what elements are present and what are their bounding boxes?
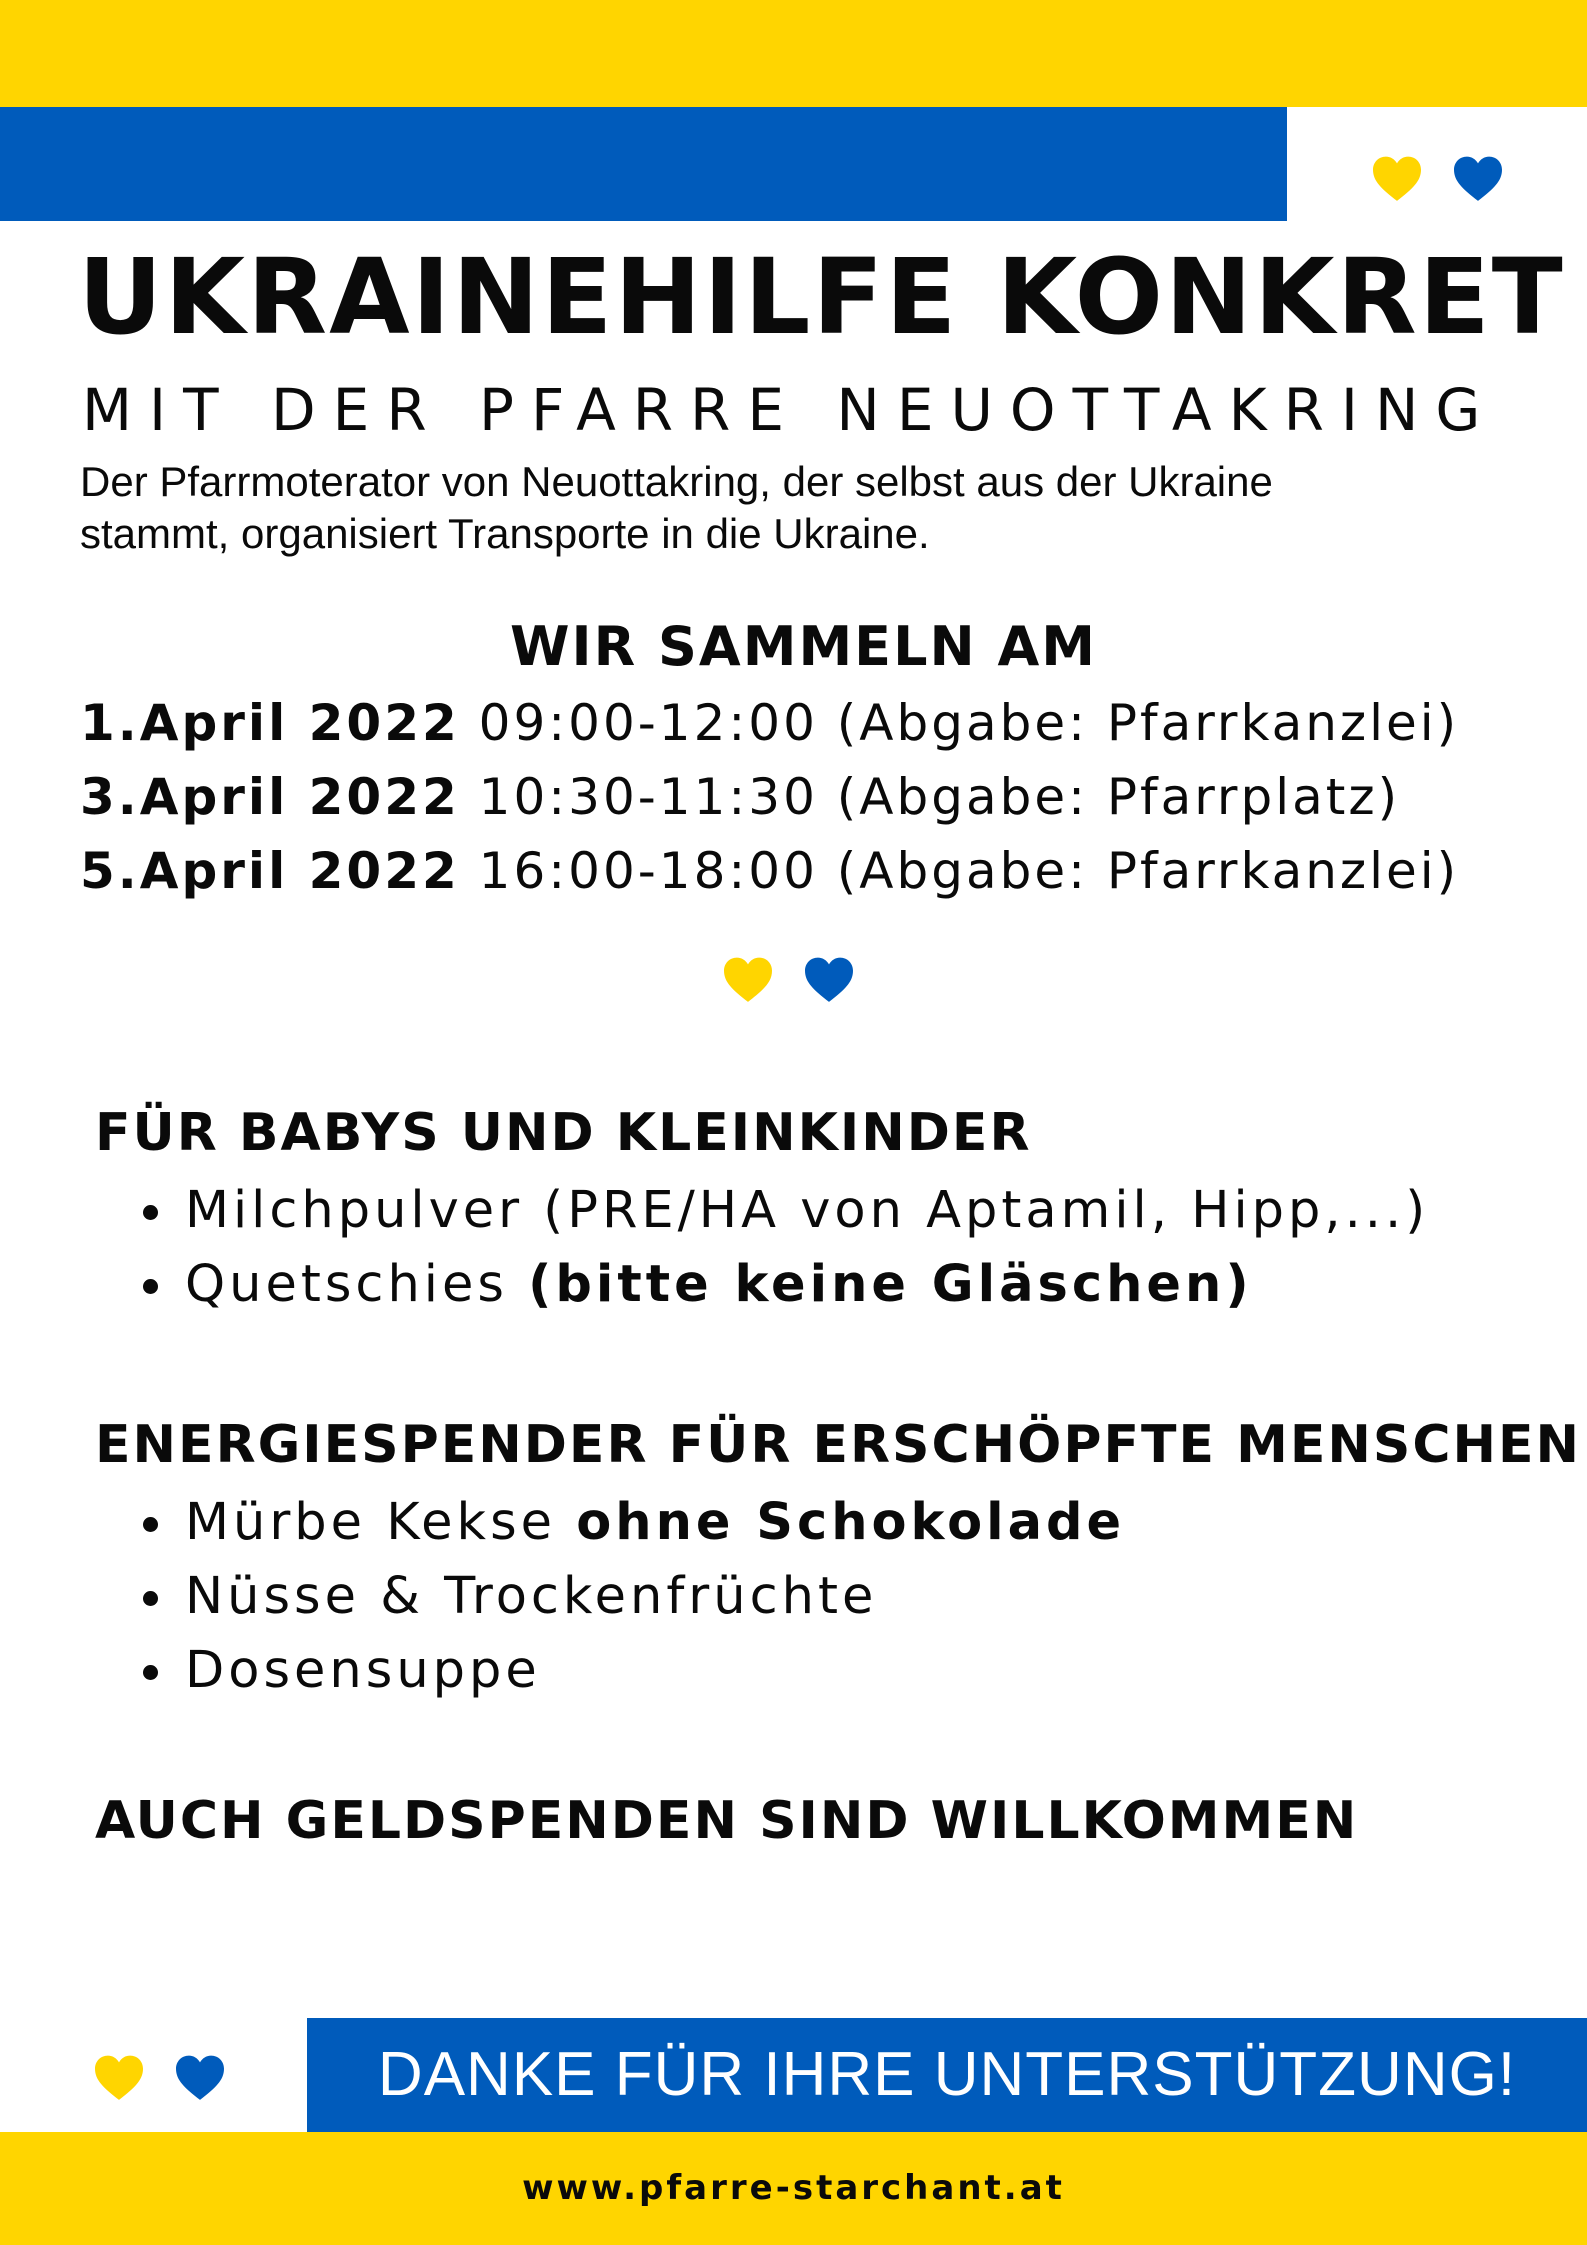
page-title: UKRAINEHILFE KONKRET	[78, 236, 1565, 358]
energy-list	[143, 1486, 1125, 1708]
babies-heading: FÜR BABYS UND KLEINKINDER	[95, 1103, 1032, 1163]
list-item	[143, 1248, 1429, 1322]
list-item-emphasis: (bitte keine Gläschen)	[528, 1255, 1253, 1314]
intro-line: stammt, organisiert Transporte in die Ukraine.	[80, 510, 930, 557]
list-item-text: Quetschies	[185, 1255, 529, 1314]
list-item	[143, 1174, 1429, 1248]
collection-date: 5.April 2022	[80, 842, 460, 900]
list-item-text: Mürbe Kekse	[185, 1493, 577, 1552]
intro-line: Der Pfarrmoterator von Neuottakring, der selbst aus der Ukraine	[80, 458, 1273, 505]
list-item	[143, 1486, 1125, 1560]
energy-heading: ENERGIESPENDER FÜR ERSCHÖPFTE MENSCHEN	[95, 1415, 1582, 1475]
list-item-emphasis: ohne Schokolade	[576, 1493, 1126, 1552]
heart-icon	[802, 955, 856, 1003]
collection-details: 10:30-11:30 (Abgabe: Pfarrplatz)	[459, 768, 1401, 826]
list-item-text: Nüsse & Trockenfrüchte	[185, 1567, 878, 1626]
heart-icon	[92, 2053, 146, 2101]
collection-date-line	[80, 836, 1540, 906]
collection-date: 3.April 2022	[80, 768, 460, 826]
list-item-text: Milchpulver (PRE/HA von Aptamil, Hipp,...)	[185, 1181, 1430, 1240]
donations-heading: AUCH GELDSPENDEN SIND WILLKOMMEN	[95, 1791, 1359, 1851]
heart-icon	[721, 955, 775, 1003]
collection-heading: WIR SAMMELN AM	[509, 615, 1097, 678]
heart-icon	[1370, 154, 1424, 202]
collection-details: 16:00-18:00 (Abgabe: Pfarrkanzlei)	[459, 842, 1460, 900]
list-item	[143, 1560, 1125, 1634]
page-subtitle: MIT DER PFARRE NEUOTTAKRING	[82, 376, 1498, 444]
heart-icon	[1451, 154, 1505, 202]
website-url: www.pfarre-starchant.at	[522, 2168, 1065, 2208]
top-blue-band	[0, 107, 1287, 221]
intro-text	[80, 456, 1520, 560]
collection-date-line	[80, 688, 1540, 758]
collection-date: 1.April 2022	[80, 694, 460, 752]
collection-date-line	[80, 762, 1540, 832]
collection-details: 09:00-12:00 (Abgabe: Pfarrkanzlei)	[459, 694, 1460, 752]
list-item	[143, 1634, 1125, 1708]
heart-icon	[173, 2053, 227, 2101]
babies-list	[143, 1174, 1429, 1322]
top-yellow-band	[0, 0, 1587, 107]
thanks-banner: DANKE FÜR IHRE UNTERSTÜTZUNG!	[377, 2040, 1517, 2109]
list-item-text: Dosensuppe	[185, 1641, 541, 1700]
